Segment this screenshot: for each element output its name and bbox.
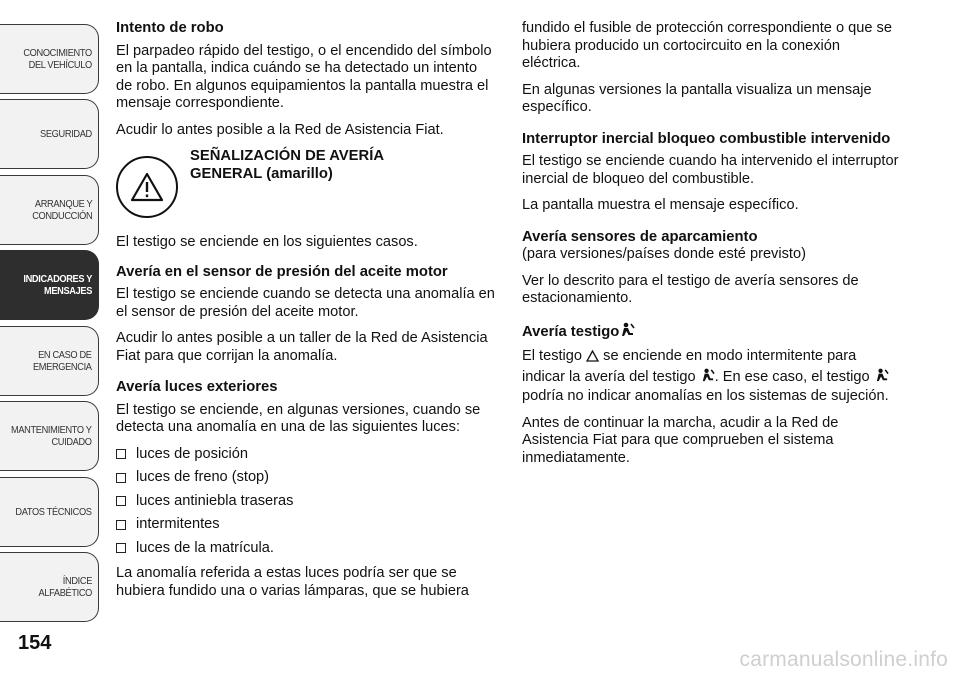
tab-indice[interactable]: ÍNDICE ALFABÉTICO [0, 552, 99, 622]
section-title-inercial: Interruptor inercial bloqueo combustible intervenido [522, 130, 891, 147]
left-column [116, 20, 496, 609]
watermark: carmanualsonline.info [739, 648, 948, 671]
tab-arranque[interactable]: ARRANQUE Y CONDUCCIÓN [0, 175, 99, 245]
checkbox-square-icon [116, 473, 126, 483]
section-title-aparcamiento: Avería sensores de aparcamiento [522, 228, 758, 245]
tab-emergencia[interactable]: EN CASO DE EMERGENCIA [0, 326, 99, 396]
warning-triangle-icon [116, 156, 178, 218]
paragraph: Acudir lo antes posible a un taller de la Red de Asistencia Fiat para que corrijan la anomalía. [116, 330, 488, 364]
tab-datos-tecnicos[interactable]: DATOS TÉCNICOS [0, 477, 99, 547]
list-item: luces de freno (stop) [116, 469, 496, 487]
paragraph: La pantalla muestra el mensaje específico. [522, 197, 799, 213]
paragraph: Acudir lo antes posible a la Red de Asistencia Fiat. [116, 121, 444, 138]
paragraph: Ver lo descrito para el testigo de avería sensores de estacionamiento. [522, 272, 859, 306]
list-item: luces antiniebla traseras [116, 493, 496, 511]
paragraph: El parpadeo rápido del testigo, o el encendido del símbolo en la pantalla, indica cuándo se ha detectado un intento de robo. En algunos equipamientos la pantalla muestra el mensaje correspondiente. [116, 42, 492, 111]
section-title-aceite: Avería en el sensor de presión del aceite motor [116, 263, 448, 280]
paragraph: (para versiones/países donde esté previsto) [522, 246, 806, 262]
tab-conocimiento[interactable]: CONOCIMIENTO DEL VEHÍCULO [0, 24, 99, 94]
paragraph: El testigo se enciende cuando se detecta una anomalía en el sensor de presión del aceite motor. [116, 286, 495, 320]
tab-mantenimiento[interactable]: MANTENIMIENTO Y CUIDADO [0, 401, 99, 471]
paragraph: El testigo se enciende, en algunas versiones, cuando se detecta una anomalía en una de las siguientes luces: [116, 401, 481, 435]
paragraph: En algunas versiones la pantalla visualiza un mensaje específico. [522, 81, 872, 115]
checkbox-square-icon [116, 449, 126, 459]
tab-indicadores[interactable]: INDICADORES Y MENSAJES [0, 250, 99, 320]
airbag-seat-icon [700, 368, 715, 389]
paragraph: El testigo se enciende en los siguientes casos. [116, 234, 418, 250]
paragraph: El testigo se enciende cuando ha intervenido el interruptor inercial de bloqueo del combustible. [522, 153, 899, 187]
list-item: intermitentes [116, 516, 496, 534]
right-column [522, 20, 902, 476]
checkbox-square-icon [116, 543, 126, 553]
warning-triangle-icon [586, 350, 599, 368]
paragraph: fundido el fusible de protección correspondiente o que se hubiera producido un cortocircuito en la conexión eléctrica. [522, 20, 892, 71]
checkbox-square-icon [116, 496, 126, 506]
section-title-testigo: Avería testigo [522, 322, 902, 344]
paragraph: El testigo se enciende en modo intermitente para indicar la avería del testigo . En ese caso, el testigo podría no indicar anomalías en los sistemas de sujeción. [522, 348, 889, 404]
list-item: luces de posición [116, 446, 496, 464]
lights-list [116, 446, 496, 558]
airbag-seat-icon [874, 368, 889, 389]
section-title-robo: Intento de robo [116, 20, 224, 36]
warning-callout [116, 148, 496, 218]
paragraph: Antes de continuar la marcha, acudir a la Red de Asistencia Fiat para que comprueben el sistema inmediatamente. [522, 414, 839, 466]
checkbox-square-icon [116, 520, 126, 530]
paragraph: La anomalía referida a estas luces podría ser que se hubiera fundido una o varias lámparas, que se hubiera [116, 565, 469, 599]
section-title-luces: Avería luces exteriores [116, 379, 278, 395]
list-item: luces de la matrícula. [116, 540, 496, 558]
tab-seguridad[interactable]: SEGURIDAD [0, 99, 99, 169]
page-number: 154 [18, 632, 52, 654]
airbag-seat-icon [619, 322, 635, 344]
callout-title: SEÑALIZACIÓN DE AVERÍA GENERAL (amarillo) [190, 148, 384, 182]
